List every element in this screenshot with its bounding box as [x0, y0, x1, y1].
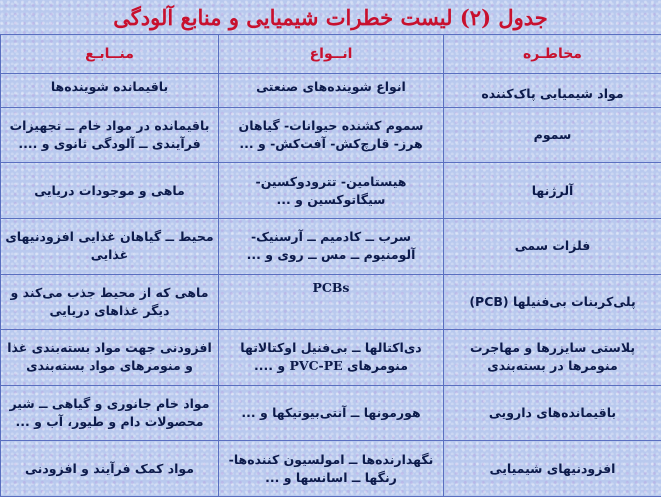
cell-sources: مواد کمک فرآیند و افزودنی	[1, 441, 219, 497]
pvc-pe-label: PVC-PE	[289, 358, 343, 374]
table-row	[1, 74, 661, 108]
cell-types: انواع شوینده‌های صنعتی	[219, 74, 444, 108]
cell-types: سموم کشنده حیوانات- گیاهان هرز- قارچ‌کش- آفت‌کش- و ...	[219, 107, 444, 163]
header-sources: منــابـع	[1, 35, 219, 74]
cell-types	[219, 330, 444, 386]
types-line-2: منومرهای	[347, 358, 409, 374]
cell-types: نگهدارنده‌ها ــ امولسیون کننده‌ها- رنگها ــ اسانسها و ...	[219, 441, 444, 497]
types-etc: و ....	[253, 358, 286, 374]
cell-types	[219, 274, 444, 330]
cell-sources: ماهی و موجودات دریایی	[1, 163, 219, 219]
cell-sources: باقیمانده شوینده‌ها	[1, 74, 219, 108]
hazards-table	[0, 34, 661, 497]
cell-sources: افزودنی جهت مواد بسته‌بندی غذا و منومرهای مواد بسته‌بندی	[1, 330, 219, 386]
cell-sources: باقیمانده در مواد خام ــ تجهیزات فرآیندی ــ آلودگی ثانوی و ....	[1, 107, 219, 163]
cell-hazard: افزودنیهای شیمیایی	[444, 441, 661, 497]
table-row	[1, 330, 661, 386]
cell-types: هیستامین- تترودوکسین- سیگاتوکسین و ...	[219, 163, 444, 219]
cell-hazard: باقیمانده‌های دارویی	[444, 385, 661, 441]
cell-hazard: پلاستی سایزرها و مهاجرت منومرها در بسته‌بندی	[444, 330, 661, 386]
table-row	[1, 107, 661, 163]
cell-sources: ماهی که از محیط جذب می‌کند و دیگر غذاهای دریایی	[1, 274, 219, 330]
table-row	[1, 274, 661, 330]
cell-hazard: فلزات سمی	[444, 219, 661, 275]
table-row	[1, 163, 661, 219]
header-hazard: مخاطـره	[444, 35, 661, 74]
cell-hazard: پلی‌کربنات بی‌فنیلها (PCB)	[444, 274, 661, 330]
types-line-1: دی‌اکتالها ــ بی‌فنیل اوکتالاتها	[240, 340, 422, 356]
page-title: جدول (۲) لیست خطرات شیمیایی و منابع آلودگی	[113, 4, 548, 30]
cell-hazard: سموم	[444, 107, 661, 163]
cell-sources: مواد خام جانوری و گیاهی ــ شیر محصولات دام و طیور، آب و ...	[1, 385, 219, 441]
cell-types: هورمونها ــ آنتی‌بیوتیکها و ...	[219, 385, 444, 441]
table-row	[1, 219, 661, 275]
table-row	[1, 385, 661, 441]
cell-hazard: مواد شیمیایی پاک‌کننده	[444, 74, 661, 108]
pcbs-label: PCBs	[312, 279, 350, 295]
cell-types: سرب ــ کادمیم ــ آرسنیک- آلومنیوم ــ مس ــ روی و ...	[219, 219, 444, 275]
header-types: انــواع	[219, 35, 444, 74]
table-row	[1, 441, 661, 497]
cell-sources: محیط ــ گیاهان غذایی افزودنیهای غذایی	[1, 219, 219, 275]
table-header-row	[1, 35, 661, 74]
cell-hazard: آلرژنها	[444, 163, 661, 219]
